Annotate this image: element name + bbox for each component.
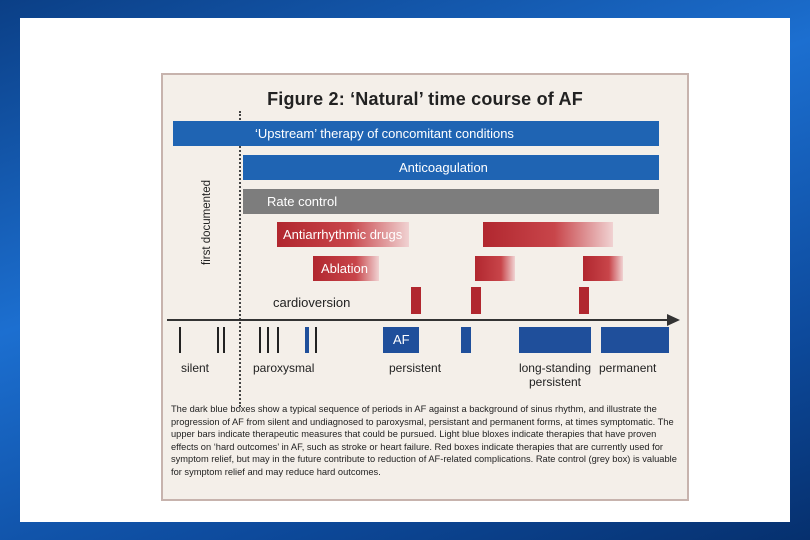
ablation-bar: Ablation (313, 256, 379, 281)
cardioversion-mark (579, 287, 589, 314)
af-episode-tick (217, 327, 219, 353)
af-box (519, 327, 591, 353)
af-episode-tick (223, 327, 225, 353)
phase-long-standing-label (515, 361, 595, 389)
phase-permanent-label: permanent (599, 361, 657, 375)
first-documented-line (239, 111, 241, 407)
af-box (461, 327, 471, 353)
af-episode-tick (277, 327, 279, 353)
antiarrhythmic-drugs-bar: Antiarrhythmic drugs (277, 222, 409, 247)
cardioversion-mark (411, 287, 421, 314)
ablation-bar-3 (583, 256, 623, 281)
time-axis-arrow (667, 314, 680, 326)
phase-silent-label: silent (181, 361, 210, 375)
ablation-bar-2 (475, 256, 515, 281)
cardioversion-label: cardioversion (273, 295, 351, 310)
anticoagulation-bar: Anticoagulation (243, 155, 659, 180)
af-episode-tick (179, 327, 181, 353)
figure-panel (161, 73, 689, 501)
antiarrhythmic-drugs-bar-late (483, 222, 613, 247)
cardioversion-mark (471, 287, 481, 314)
slide-panel (20, 18, 790, 522)
figure-caption: The dark blue boxes show a typical sequence of periods in AF against a background of sinus rhythm, and illustrate the progression of AF from silent and undiagnosed to paroxysmal, persistant and permanent forms, at times symptomatic. The upper bars indicate therapeutic measures that could be pursued. Light blue bloxes indicate therapies that have proven effects on ‘hard outcomes’ in AF, such as stroke or heart failure. Red boxes indicate therapies that are currently used for symptom relief, but may in the future contribute to reduction of AF-related complications. Rate control (grey box) is valuable for symptom relief and may reduce hard outcomes. (171, 404, 677, 477)
time-axis (167, 319, 671, 321)
upstream-therapy-bar: ‘Upstream’ therapy of concomitant conditions (173, 121, 659, 146)
figure-title: Figure 2: ‘Natural’ time course of AF (267, 89, 583, 109)
af-episode-tick (305, 327, 309, 353)
af-box: AF (383, 327, 419, 353)
rate-control-bar: Rate control (243, 189, 659, 214)
af-box (601, 327, 669, 353)
phase-long-standing-line1: long-standing (518, 361, 592, 375)
first-documented-label: first documented (201, 179, 213, 265)
phase-paroxysmal-label: paroxysmal (253, 361, 315, 375)
af-episode-tick (267, 327, 269, 353)
phase-persistent-label: persistent (389, 361, 442, 375)
af-episode-tick (315, 327, 317, 353)
af-episode-tick (259, 327, 261, 353)
phase-long-standing-line2: persistent (528, 375, 582, 389)
